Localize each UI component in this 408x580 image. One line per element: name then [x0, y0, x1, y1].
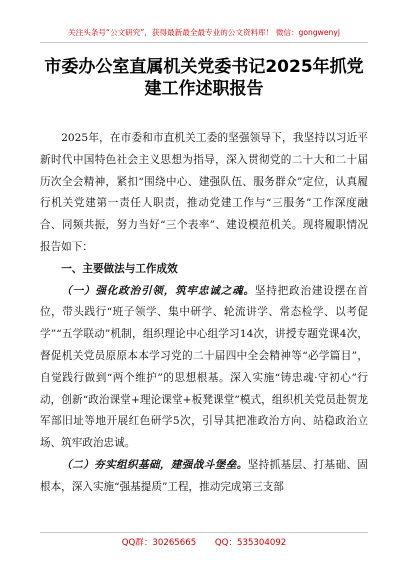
item-1-paragraph	[40, 281, 368, 455]
section-heading: 一、主要做法与工作成效	[61, 262, 178, 275]
page-header	[0, 0, 408, 44]
footer-qq: QQ：535304092	[214, 538, 287, 548]
header-notice: 关注头条号“公文研究”，获得最新最全最专业的公文资料库！ 微信：gongwenyj	[68, 28, 340, 37]
item-1-lead: （一）强化政治引领，筑牢忠诚之魂。	[61, 284, 255, 297]
item-1-body: 坚持把政治建设摆在首位，带头践行“班子领学、集中研学、轮流讲学、常态检学、以考促学”“五学联动”机制，组织理论中心组学习14次，讲授专题党课4次，督促机关党员原原本本学习党的二十届四中全会精神等“必学篇目”，自觉践行做到“两个维护”的思想根基。深入实施“铸忠魂·守初心”行动，创新“政治课堂+理论课堂+板凳课堂”模式，组织机关党员赴贺龙军部旧址等地开展红色研学5次，引导其把准政治方向、站稳政治立场、筑牢政治忠诚。	[40, 284, 369, 450]
footer-divider	[40, 532, 368, 533]
page-footer	[0, 532, 408, 580]
footer-contacts	[0, 536, 408, 548]
footer-qq-group: QQ群：30265665	[121, 538, 197, 548]
item-2-lead: （二）夯实组织基础，建强战斗堡垒。	[61, 458, 248, 471]
header-divider	[40, 42, 368, 43]
intro-paragraph: 2025年，在市委和市直机关工委的坚强领导下，我坚持以习近平新时代中国特色社会主义思想为指导，深入贯彻党的二十大和二十届历次全会精神，紧扣“围绕中心、建强队伍、服务群众”定位，认真履行机关党建第一责任人职责，推动党建工作与“三服务”工作深度融合、同频共振，努力当好“三个表率”、建设模范机关。现将履职情况报告如下：	[40, 132, 368, 253]
item-2-body: 坚持抓基层、打基础、固根本，深入实施“强基提质”工程，推动完成第三支部	[40, 458, 369, 493]
document-title: 市委办公室直属机关党委书记2025年抓党建工作述职报告	[44, 57, 364, 99]
item-2-paragraph	[40, 455, 368, 499]
document-body	[40, 128, 368, 499]
